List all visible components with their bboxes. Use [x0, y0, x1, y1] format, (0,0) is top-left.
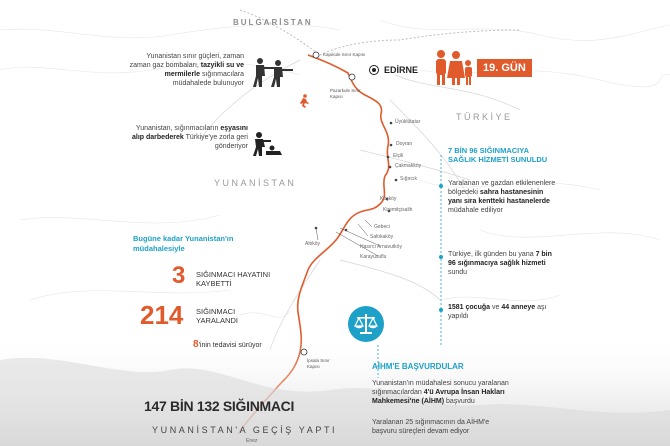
beating-bold: eşyasını alıp darbederek: [132, 125, 248, 141]
beating-text: [130, 124, 248, 151]
place-hasirci: Hasırcı Arnavutköy: [360, 244, 402, 250]
place-koskoy: Köşköy: [380, 196, 397, 202]
place-karayusuflu: Karayusuflu: [360, 254, 387, 260]
dead-number: 3: [172, 262, 186, 289]
day-badge: 19. GÜN: [477, 59, 532, 77]
health-item-3-a: 1581 çocuğa: [448, 304, 491, 311]
greek-forces-bold: tazyikli su ve mermilerle: [164, 62, 244, 78]
aihm-title: AİHM'E BAŞVURDULAR: [372, 362, 464, 371]
dead-label: SIĞINMACI HAYATINI KAYBETTİ: [196, 270, 271, 288]
place-uyuklutatar: Üyüklütatar: [395, 119, 421, 125]
family-icon: [432, 46, 474, 86]
injured-label: SIĞINMACI YARALANDI: [196, 307, 238, 325]
aihm-p1-post: başvurdu: [446, 398, 475, 405]
health-item-2: [448, 250, 558, 277]
health-title: 7 BİN 96 SIĞINMACIYA SAĞLIK HİZMETİ SUNULDU: [448, 146, 548, 164]
stats-heading: Bugüne kadar Yunanistan'ın müdahalesiyle: [133, 234, 234, 253]
place-doyran: Doyran: [396, 141, 413, 147]
aihm-p1-bold: 4'ü Avrupa İnsan Hakları Mahkemesi'ne (AİHM): [372, 389, 505, 405]
health-bullet-1: [439, 184, 443, 188]
scales-icon: [348, 306, 384, 342]
health-item-3-post: aşı yapıldı: [448, 304, 547, 320]
beating-icon: [250, 131, 284, 157]
treatment-text: [193, 340, 273, 350]
gate-pazarkule: Pazarkule Sınır Kapısı: [330, 88, 361, 99]
health-item-2-bold: 7 bin 96 sığınmacıya sağlık hizmeti: [448, 251, 552, 267]
label-greece: YUNANİSTAN: [214, 178, 297, 188]
health-item-1-bold: sahra hastanesinin yanı sıra kentteki hastanelerde: [448, 189, 550, 205]
bottom-title: 147 BİN 132 SIĞINMACI: [144, 398, 295, 414]
terrain: [0, 20, 670, 320]
soldier-icon: [248, 56, 294, 88]
beating-post: Türkiye'ye zorla geri gönderiyor: [185, 134, 248, 150]
health-item-3-b: 44 anneye: [501, 304, 536, 311]
place-cakmakkoy: Çakmakköy: [395, 163, 422, 169]
health-bullet-2: [439, 255, 443, 259]
health-item-3-mid: ve: [491, 304, 500, 311]
greek-forces-pre: Yunanistan sınır güçleri, zaman zaman gaz bombaları,: [129, 53, 244, 69]
edirne-marker: [370, 66, 379, 75]
treatment-number: 8: [193, 339, 199, 350]
bottom-subtitle: YUNANİSTAN'A GEÇİŞ YAPTI: [152, 425, 338, 435]
gate-kapikule: Kapıkule Sınır Kapısı: [323, 52, 366, 57]
health-item-2-pre: Türkiye, ilk günden bu yana: [448, 251, 534, 258]
runner-icon: [297, 94, 311, 108]
health-item-1-post: müdahale ediliyor: [448, 207, 503, 214]
aihm-paragraph-2: Yaralanan 25 sığınmacının da AİHM'e başvuru süreçleri devam ediyor: [372, 419, 490, 435]
gate-ipsala: İpsala Sınır Kapısı: [307, 358, 330, 369]
place-sigircik: Sığırcık: [400, 176, 417, 182]
aihm-paragraph-1: [372, 379, 512, 406]
beating-pre: Yunanistan, sığınmacıların: [135, 125, 219, 132]
health-item-3: [448, 303, 558, 321]
bulgaria-border: [240, 10, 520, 55]
health-bullet-3: [439, 308, 443, 312]
health-item-1: [448, 179, 558, 215]
place-saltikakoy: Saltıkaköy: [370, 234, 394, 240]
injured-number: 214: [140, 300, 184, 330]
label-bulgaria: BULGARİSTAN: [233, 18, 313, 27]
health-item-1-pre: Yaralanan ve gazdan etkilenenlere bölgedeki: [448, 180, 556, 196]
place-elcili: Elçili: [393, 153, 404, 159]
health-item-2-post: sundu: [448, 269, 468, 276]
place-gebeci: Gebeci: [374, 224, 390, 230]
greek-forces-text: [128, 52, 244, 88]
place-enez: Enez: [246, 438, 258, 444]
place-altikoy: Altıköy: [305, 241, 321, 247]
greek-forces-post: sığınmacılara müdahalede bulunuyor: [172, 71, 244, 87]
city-edirne: EDİRNE: [384, 65, 419, 75]
label-turkey: TÜRKİYE: [456, 112, 513, 122]
treatment-label: 'inin tedavisi sürüyor: [198, 342, 262, 349]
aihm-p1-pre: Yunanistan'ın müdahalesi sonucu yaralanan sığınmacılardan: [372, 380, 509, 396]
place-kiremitcisalih: Kiremitçisalih: [383, 207, 413, 213]
